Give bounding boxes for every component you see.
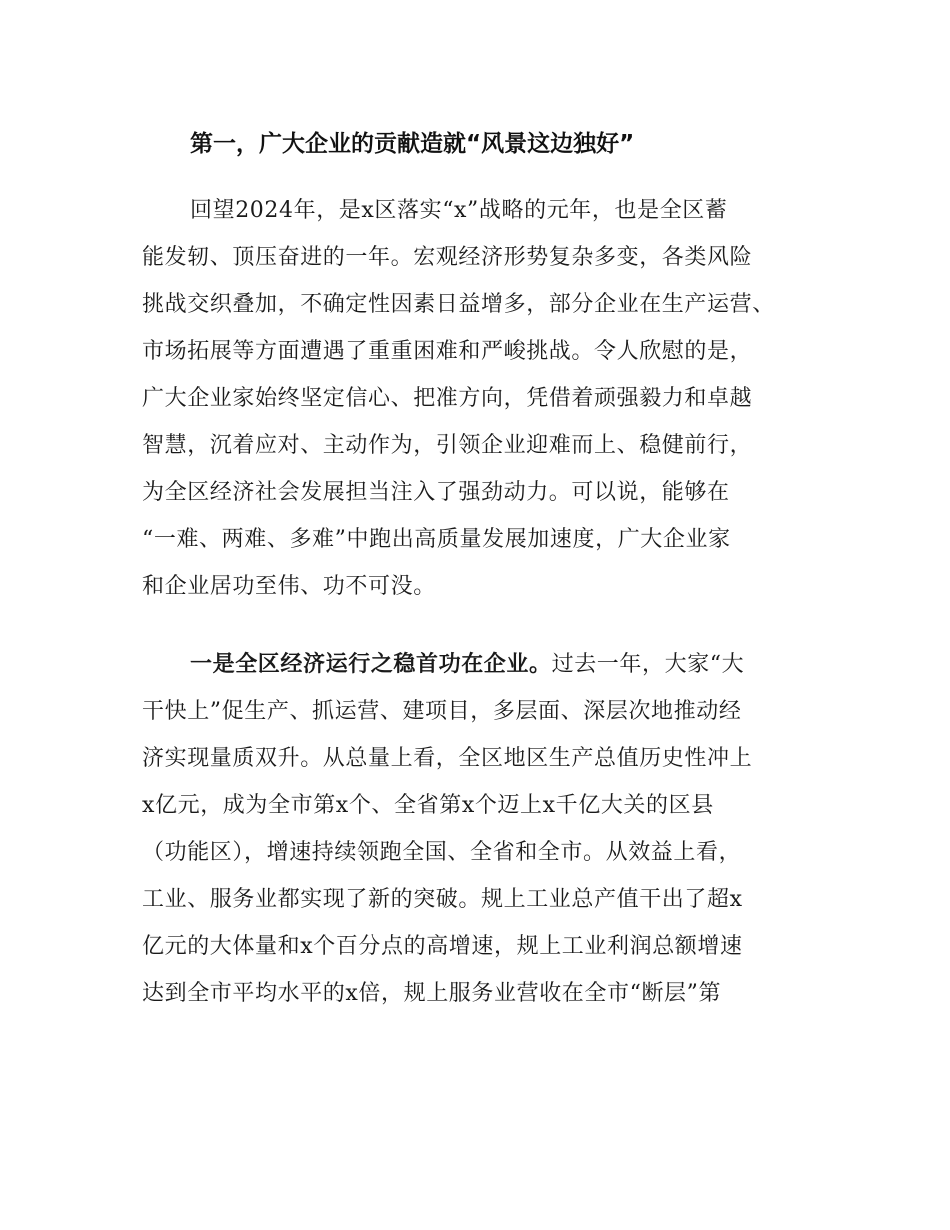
paragraph-1-line-2: 能发轫、顶压奋进的一年。宏观经济形势复杂多变，各类风险 xyxy=(142,245,753,270)
paragraph-1-line-4: 市场拓展等方面遭遇了重重困难和严峻挑战。令人欣慰的是， xyxy=(142,339,753,364)
paragraph-2-line-2: 干快上”促生产、抓运营、建项目，多层面、深层次地推动经 xyxy=(142,699,742,724)
paragraph-1-line-1: 回望2024年，是x区落实“x”战略的元年，也是全区蓄 xyxy=(190,198,728,223)
paragraph-2-first-line-rest: 过去一年，大家“大 xyxy=(551,652,745,677)
paragraph-1-line-9: 和企业居功至伟、功不可没。 xyxy=(142,574,436,599)
paragraph-2-line-5: （功能区），增速持续领跑全国、全省和全市。从效益上看， xyxy=(142,840,742,865)
paragraph-2-line-4: x亿元，成为全市第x个、全省第x个迈上x千亿大关的区县 xyxy=(142,793,714,818)
paragraph-1-line-3: 挑战交织叠加，不确定性因素日益增多，部分企业在生产运营、 xyxy=(142,292,775,317)
section-heading: 第一，广大企业的贡献造就“风景这边独好” xyxy=(190,131,635,157)
paragraph-2-line-7: 亿元的大体量和x个百分点的高增速，规上工业利润总额增速 xyxy=(142,934,743,959)
paragraph-2-line-8: 达到全市平均水平的x倍，规上服务业营收在全市“断层”第 xyxy=(142,981,722,1006)
paragraph-1-line-6: 智慧，沉着应对、主动作为，引领企业迎难而上、稳健前行， xyxy=(142,433,753,458)
paragraph-1-line-5: 广大企业家始终坚定信心、把准方向，凭借着顽强毅力和卓越 xyxy=(142,386,753,411)
paragraph-2-bold-lead: 一是全区经济运行之稳首功在企业。 xyxy=(190,652,552,677)
paragraph-1-line-8: “一难、两难、多难”中跑出高质量发展加速度，广大企业家 xyxy=(142,527,731,552)
paragraph-2-line-6: 工业、服务业都实现了新的突破。规上工业总产值干出了超x xyxy=(142,887,743,912)
paragraph-2-line-3: 济实现量质双升。从总量上看，全区地区生产总值历史性冲上 xyxy=(142,746,753,771)
paragraph-1-line-7: 为全区经济社会发展担当注入了强劲动力。可以说，能够在 xyxy=(142,480,730,505)
paragraph-2-line-1 xyxy=(190,645,870,685)
